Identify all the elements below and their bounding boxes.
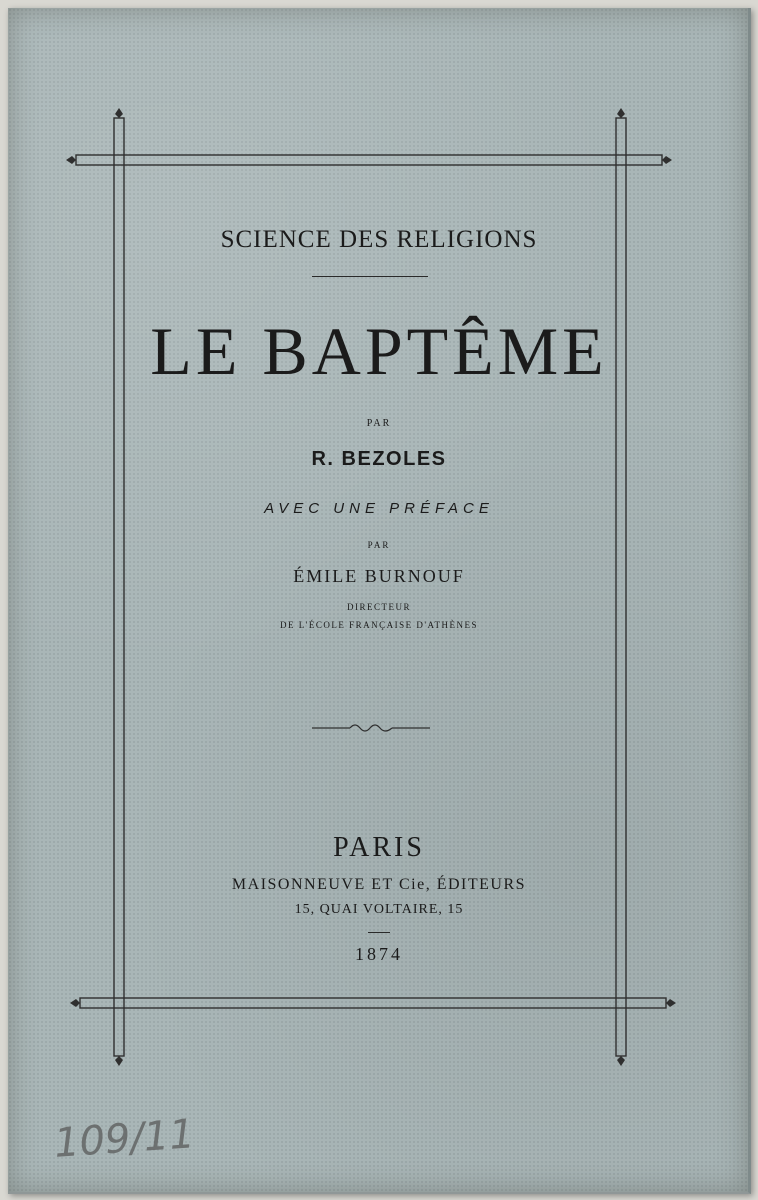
finial-bottom-left [115,1056,123,1066]
publication-year: 1874 [355,944,403,964]
frame-top-bar [76,155,662,165]
preface-author-role: DIRECTEUR [347,602,411,612]
title-rule [312,276,428,277]
year-rule [368,932,390,933]
handwritten-inscription: 109/11 [52,1111,197,1167]
finial-bottom-right [617,1056,625,1066]
preface-by-label: PAR [367,540,391,550]
preface-line: AVEC UNE PRÉFACE [264,500,494,517]
finial-left-top [66,156,76,164]
finial-right-bottom [666,999,676,1007]
author-name: R. BEZOLES [311,448,447,470]
publisher-name: MAISONNEUVE ET Cie, ÉDITEURS [231,876,527,893]
preface-author-institution: DE L'ÉCOLE FRANÇAISE D'ATHÈNES [280,620,478,630]
preface-author: ÉMILE BURNOUF [293,566,465,586]
book-title: LE BAPTÊME [150,313,608,389]
finial-top-left [115,108,123,118]
series-title: SCIENCE DES RELIGIONS [220,226,538,253]
publisher-address: 15, QUAI VOLTAIRE, 15 [294,902,464,917]
finial-right-top [662,156,672,164]
publication-city: PARIS [333,832,425,863]
ornament-divider [312,725,430,731]
by-label: PAR [366,418,392,429]
finial-top-right [617,108,625,118]
frame-bottom-bar [80,998,666,1008]
finial-left-bottom [70,999,80,1007]
